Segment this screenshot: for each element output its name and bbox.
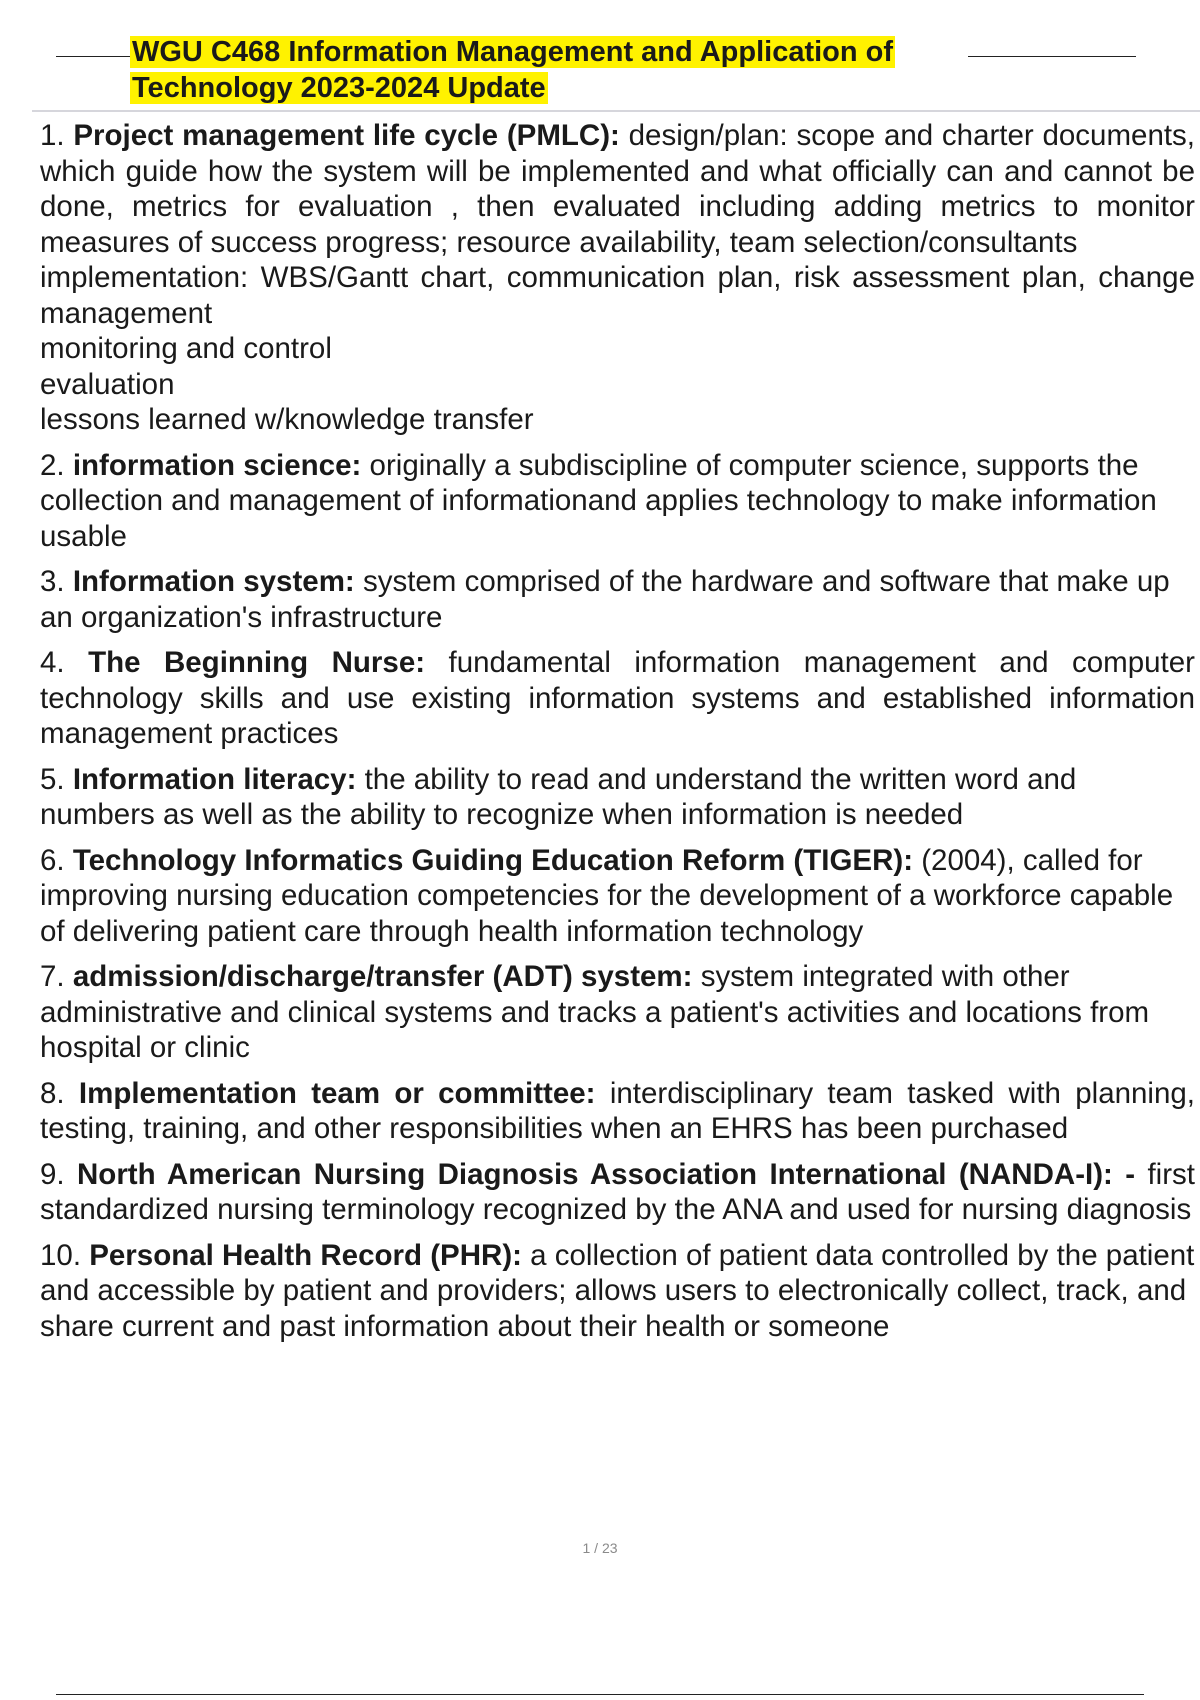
page-indicator: 1 / 23 — [582, 1540, 618, 1556]
item-extra-line: implementation: WBS/Gantt chart, communication plan, risk assessment plan, change management — [40, 261, 1195, 330]
header-divider — [32, 110, 1200, 112]
list-item — [40, 1157, 1195, 1228]
item-term: Implementation team or committee: — [78, 1076, 596, 1110]
footer-divider — [56, 1694, 1144, 1695]
item-definition: originally a subdiscipline of computer science, supports the collection and management of informationand applies technology to make information usable — [40, 448, 1157, 553]
item-definition: the ability to read and understand the written word and numbers as well as the ability to recognize when information is needed — [40, 762, 1077, 831]
item-number: 3. — [40, 565, 65, 598]
title-line-1 — [56, 34, 1136, 70]
title-rule-left — [56, 56, 130, 57]
list-item — [40, 118, 1195, 438]
item-number: 7. — [40, 960, 65, 993]
list-item — [40, 645, 1195, 752]
item-definition: system integrated with other administrative and clinical systems and tracks a patient's activities and locations from hospital or clinic — [40, 960, 1150, 1064]
item-definition: first standardized nursing terminology recognized by the ANA and used for nursing diagnosis — [40, 1157, 1195, 1226]
item-definition: design/plan: scope and charter documents, which guide how the system will be implemented and what officially can and cannot be done, metrics for evaluation , then evaluated including adding metrics to monitor measures of success progress; resource availability, team selection/consultants — [40, 119, 1195, 259]
item-term: The Beginning Nurse: — [88, 646, 426, 679]
list-item — [40, 1238, 1195, 1345]
title-text-line-1: WGU C468 Information Management and Application of — [132, 36, 894, 68]
list-item — [40, 564, 1195, 635]
item-definition: system comprised of the hardware and software that make up an organization's infrastructure — [40, 565, 1170, 634]
list-item — [40, 448, 1195, 555]
item-definition: (2004), called for improving nursing education competencies for the development of a workforce capable of delivering patient care through health information technology — [40, 843, 1174, 948]
item-term: Technology Informatics Guiding Education Reform (TIGER): — [72, 843, 914, 877]
item-definition: fundamental information management and computer technology skills and use existing information systems and established information management practices — [40, 646, 1195, 750]
item-term: Information literacy: — [72, 762, 357, 796]
item-term: information science: — [72, 448, 362, 482]
item-extra-line: lessons learned w/knowledge transfer — [40, 403, 534, 436]
title-rule-right — [968, 56, 1136, 57]
item-number: 10. — [40, 1238, 82, 1272]
list-item — [40, 843, 1195, 950]
list-item — [40, 959, 1195, 1066]
list-item — [40, 762, 1195, 833]
item-number: 1. — [40, 119, 65, 152]
item-term: Personal Health Record (PHR): — [89, 1238, 522, 1272]
item-term: Information system: — [72, 565, 355, 598]
item-number: 2. — [40, 448, 65, 482]
title-line-2 — [56, 70, 1136, 106]
title-text-line-2: Technology 2023-2024 Update — [132, 72, 546, 104]
item-term: Project management life cycle (PMLC): — [73, 119, 620, 152]
item-term: North American Nursing Diagnosis Association International (NANDA-I): - — [77, 1157, 1136, 1191]
item-number: 9. — [40, 1157, 65, 1191]
item-definition: interdisciplinary team tasked with planning, testing, training, and other responsibilities when an EHRS has been purchased — [40, 1076, 1195, 1145]
item-number: 5. — [40, 762, 65, 796]
item-number: 4. — [40, 646, 65, 679]
flashcard-list — [40, 118, 1195, 1354]
item-extra-line: evaluation — [40, 367, 175, 401]
item-definition: a collection of patient data controlled by the patient and accessible by patient and providers; allows users to electronically collect, track, and share current and past information about their health or someone — [40, 1238, 1195, 1343]
list-item — [40, 1076, 1195, 1147]
item-number: 8. — [40, 1076, 65, 1110]
item-extra-line: monitoring and control — [40, 332, 332, 365]
item-term: admission/discharge/transfer (ADT) system: — [72, 960, 693, 993]
item-number: 6. — [40, 843, 65, 877]
document-title — [56, 34, 1136, 106]
